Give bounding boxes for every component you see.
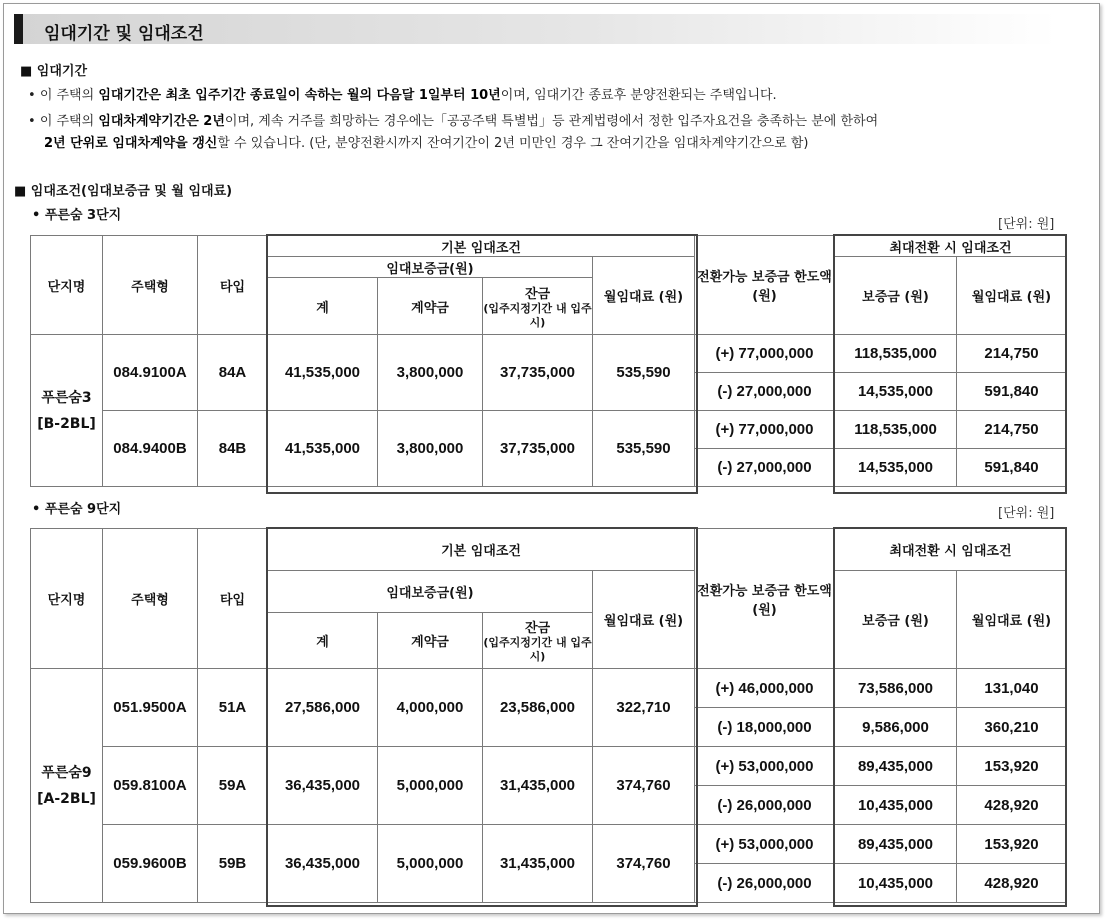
- header-max-monthly: 월임대료 (원): [957, 257, 1067, 335]
- contract-cell: 5,000,000: [378, 825, 483, 903]
- monthly-rent-cell: 535,590: [593, 411, 695, 487]
- house-type-cell: 059.8100A: [103, 747, 198, 825]
- header-house-type: 주택형: [103, 529, 198, 669]
- balance-cell: 37,735,000: [483, 411, 593, 487]
- header-complex: 단지명: [31, 529, 103, 669]
- header-basic: 기본 임대조건: [268, 529, 695, 571]
- max-deposit-plus: 118,535,000: [835, 411, 957, 449]
- header-max-monthly: 월임대료 (원): [957, 571, 1067, 669]
- monthly-rent-cell: 322,710: [593, 669, 695, 747]
- max-deposit-plus: 89,435,000: [835, 825, 957, 864]
- balance-cell: 37,735,000: [483, 335, 593, 411]
- p2-bold-2: 2년 단위로 임대차계약을 갱신: [44, 136, 218, 151]
- header-complex: 단지명: [31, 236, 103, 335]
- total-deposit-cell: 41,535,000: [268, 411, 378, 487]
- conv-limit-plus: (+) 77,000,000: [695, 335, 835, 373]
- header-deposit: 임대보증금(원): [268, 257, 593, 278]
- balance-cell: 31,435,000: [483, 825, 593, 903]
- bullet: •: [28, 88, 36, 103]
- type-cell: 84B: [198, 411, 268, 487]
- header-monthly: 월임대료 (원): [593, 257, 695, 335]
- complex-name-cell: [31, 669, 103, 903]
- bullet: •: [28, 114, 36, 129]
- type-cell: 84A: [198, 335, 268, 411]
- header-balance-note: (입주지정기간 내 입주 시): [483, 301, 592, 329]
- house-type-cell: 084.9100A: [103, 335, 198, 411]
- total-deposit-cell: 41,535,000: [268, 335, 378, 411]
- type-cell: 59A: [198, 747, 268, 825]
- p1-text-1: 이 주택의: [39, 88, 99, 103]
- header-basic: 기본 임대조건: [268, 236, 695, 257]
- type-cell: 59B: [198, 825, 268, 903]
- contract-cell: 3,800,000: [378, 335, 483, 411]
- table1-subtitle: • 푸른숨 3단지: [32, 208, 122, 223]
- max-deposit-minus: 10,435,000: [835, 786, 957, 825]
- conv-limit-plus: (+) 77,000,000: [695, 411, 835, 449]
- table2-unit: [단위: 원]: [998, 506, 1055, 521]
- max-deposit-minus: 9,586,000: [835, 708, 957, 747]
- conditions-heading: ■ 임대조건(임대보증금 및 월 임대료): [14, 184, 233, 199]
- header-balance-label: 잔금: [524, 286, 551, 302]
- max-monthly-plus: 153,920: [957, 747, 1067, 786]
- max-deposit-plus: 118,535,000: [835, 335, 957, 373]
- page-title: 임대기간 및 임대조건: [44, 24, 204, 44]
- max-deposit-plus: 73,586,000: [835, 669, 957, 708]
- max-deposit-plus: 89,435,000: [835, 747, 957, 786]
- conv-limit-minus: (-) 18,000,000: [695, 708, 835, 747]
- conv-limit-plus: (+) 53,000,000: [695, 747, 835, 786]
- period-paragraph-2: [28, 111, 1093, 155]
- period-paragraph-1: [28, 85, 1088, 107]
- title-accent-mark: [14, 14, 23, 44]
- max-deposit-minus: 14,535,000: [835, 373, 957, 411]
- max-monthly-plus: 153,920: [957, 825, 1067, 864]
- complex-name-cell: [31, 335, 103, 487]
- header-balance: [483, 278, 593, 335]
- type-cell: 51A: [198, 669, 268, 747]
- p2-text-2: 이며, 계속 거주를 희망하는 경우에는「공공주택 특별법」등 관계법령에서 정한 입주자요건을 충족하는 분에 한하여: [224, 114, 879, 129]
- table2-subtitle: • 푸른숨 9단지: [32, 502, 122, 517]
- section-title-bar: [14, 14, 1057, 44]
- rent-table-9: [30, 528, 1067, 903]
- conv-limit-minus: (-) 27,000,000: [695, 373, 835, 411]
- complex-name: 푸른숨9: [41, 764, 92, 781]
- p1-text-2: 이며, 임대기간 종료후 분양전환되는 주택입니다.: [500, 88, 777, 103]
- contract-cell: 4,000,000: [378, 669, 483, 747]
- complex-block: [A-2BL]: [37, 790, 96, 807]
- max-monthly-plus: 214,750: [957, 335, 1067, 373]
- conv-limit-plus: (+) 53,000,000: [695, 825, 835, 864]
- header-balance: [483, 613, 593, 669]
- house-type-cell: 084.9400B: [103, 411, 198, 487]
- header-deposit: 임대보증금(원): [268, 571, 593, 613]
- header-monthly: 월임대료 (원): [593, 571, 695, 669]
- balance-cell: 31,435,000: [483, 747, 593, 825]
- p2-text-1: 이 주택의: [39, 114, 99, 129]
- contract-cell: 5,000,000: [378, 747, 483, 825]
- conv-limit-minus: (-) 26,000,000: [695, 864, 835, 903]
- rent-table-3: [30, 235, 1067, 487]
- max-monthly-minus: 360,210: [957, 708, 1067, 747]
- header-house-type: 주택형: [103, 236, 198, 335]
- header-total: 계: [268, 613, 378, 669]
- house-type-cell: 059.9600B: [103, 825, 198, 903]
- conv-limit-minus: (-) 26,000,000: [695, 786, 835, 825]
- total-deposit-cell: 36,435,000: [268, 825, 378, 903]
- header-max-deposit: 보증금 (원): [835, 257, 957, 335]
- header-total: 계: [268, 278, 378, 335]
- max-deposit-minus: 10,435,000: [835, 864, 957, 903]
- conv-limit-minus: (-) 27,000,000: [695, 449, 835, 487]
- max-deposit-minus: 14,535,000: [835, 449, 957, 487]
- header-max: 최대전환 시 임대조건: [835, 529, 1067, 571]
- max-monthly-minus: 591,840: [957, 373, 1067, 411]
- table1-unit: [단위: 원]: [998, 217, 1055, 232]
- p2-bold-1: 임대차계약기간은 2년: [98, 114, 225, 129]
- period-heading: ■ 임대기간: [20, 64, 88, 79]
- monthly-rent-cell: 374,760: [593, 825, 695, 903]
- header-balance-label: 잔금: [524, 621, 551, 636]
- header-contract: 계약금: [378, 278, 483, 335]
- header-convertible: 전환가능 보증금 한도액(원): [695, 236, 835, 335]
- complex-block: [B-2BL]: [37, 415, 96, 432]
- p1-bold-1: 임대기간은 최초 입주기간 종료일이 속하는 월의 다음달 1일부터 10년: [98, 88, 501, 103]
- header-type: 타입: [198, 236, 268, 335]
- total-deposit-cell: 36,435,000: [268, 747, 378, 825]
- house-type-cell: 051.9500A: [103, 669, 198, 747]
- conv-limit-plus: (+) 46,000,000: [695, 669, 835, 708]
- balance-cell: 23,586,000: [483, 669, 593, 747]
- header-type: 타입: [198, 529, 268, 669]
- monthly-rent-cell: 374,760: [593, 747, 695, 825]
- max-monthly-plus: 131,040: [957, 669, 1067, 708]
- total-deposit-cell: 27,586,000: [268, 669, 378, 747]
- contract-cell: 3,800,000: [378, 411, 483, 487]
- header-convertible: 전환가능 보증금 한도액(원): [695, 529, 835, 669]
- header-max: 최대전환 시 임대조건: [835, 236, 1067, 257]
- p2-text-3: 할 수 있습니다. (단, 분양전환시까지 잔여기간이 2년 미만인 경우 그 잔여기간을 임대차계약기간으로 함): [217, 136, 809, 151]
- max-monthly-minus: 428,920: [957, 864, 1067, 903]
- max-monthly-plus: 214,750: [957, 411, 1067, 449]
- header-max-deposit: 보증금 (원): [835, 571, 957, 669]
- max-monthly-minus: 591,840: [957, 449, 1067, 487]
- monthly-rent-cell: 535,590: [593, 335, 695, 411]
- header-contract: 계약금: [378, 613, 483, 669]
- max-monthly-minus: 428,920: [957, 786, 1067, 825]
- complex-name: 푸른숨3: [41, 389, 92, 406]
- header-balance-note: (입주지정기간 내 입주 시): [483, 636, 592, 663]
